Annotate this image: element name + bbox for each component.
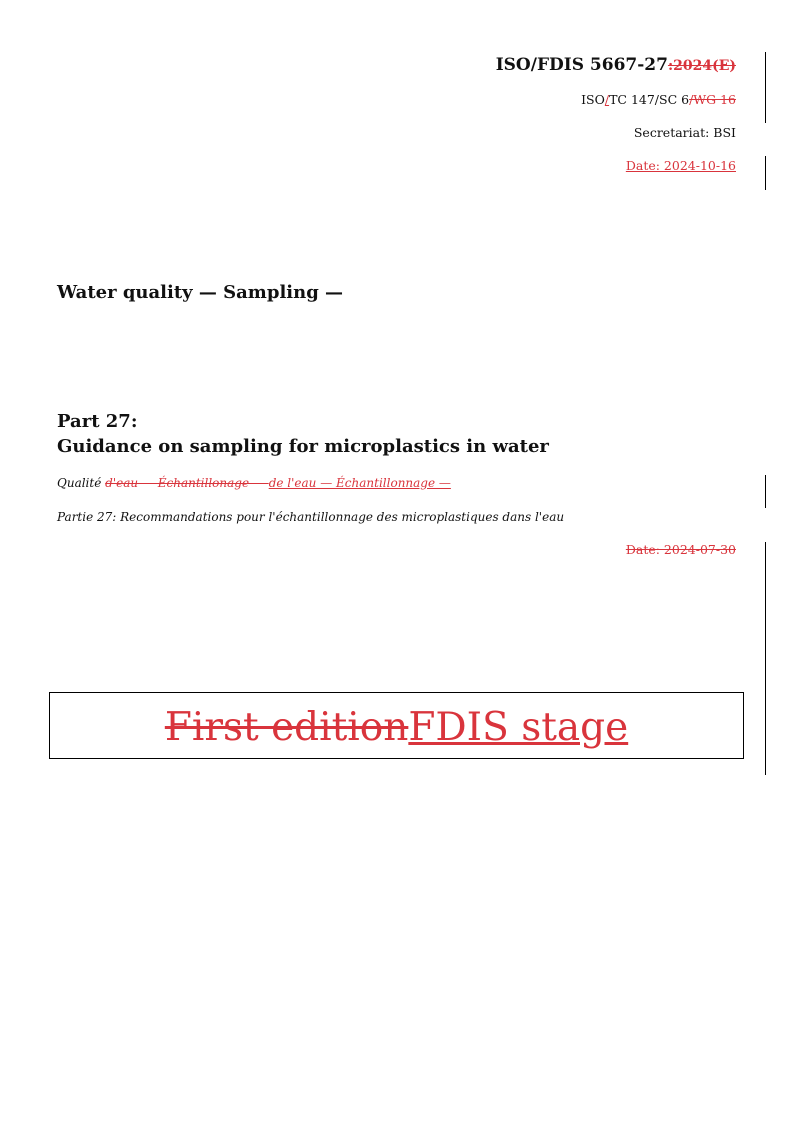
main-title: Water quality — Sampling — (57, 282, 344, 303)
doc-number-text: ISO/FDIS 5667-27 (495, 55, 668, 75)
deleted-text: :2024(E) (667, 58, 736, 74)
inserted-text: FDIS stage (408, 705, 629, 750)
change-bar (765, 156, 766, 190)
part-title: Guidance on sampling for microplastics in water (57, 436, 549, 457)
deleted-text: First edition (164, 705, 409, 750)
inserted-text: / (604, 92, 610, 107)
committee (581, 92, 736, 107)
committee-prefix: ISO (581, 92, 605, 107)
french-title (57, 476, 451, 490)
committee-text: TC 147/SC 6 (609, 92, 690, 107)
french-part-title: Partie 27: Recommandations pour l'échantillonnage des microplastiques dans l'eau (57, 510, 565, 524)
deleted-text: d'eau — Échantillonage — (105, 476, 269, 490)
change-bar (765, 542, 766, 775)
document-number (496, 55, 736, 75)
deleted-text: /WG 16 (689, 92, 736, 107)
fr-prefix: Qualité (57, 476, 106, 490)
secretariat: Secretariat: BSI (633, 125, 736, 140)
change-bar (765, 475, 766, 508)
date-deleted: Date: 2024-07-30 (625, 542, 736, 557)
part-number: Part 27: (57, 411, 138, 432)
change-bar (765, 52, 766, 123)
stage-box (49, 692, 744, 759)
date-inserted: Date: 2024-10-16 (625, 158, 736, 173)
inserted-text: de l'eau — Échantillonnage — (268, 476, 451, 490)
